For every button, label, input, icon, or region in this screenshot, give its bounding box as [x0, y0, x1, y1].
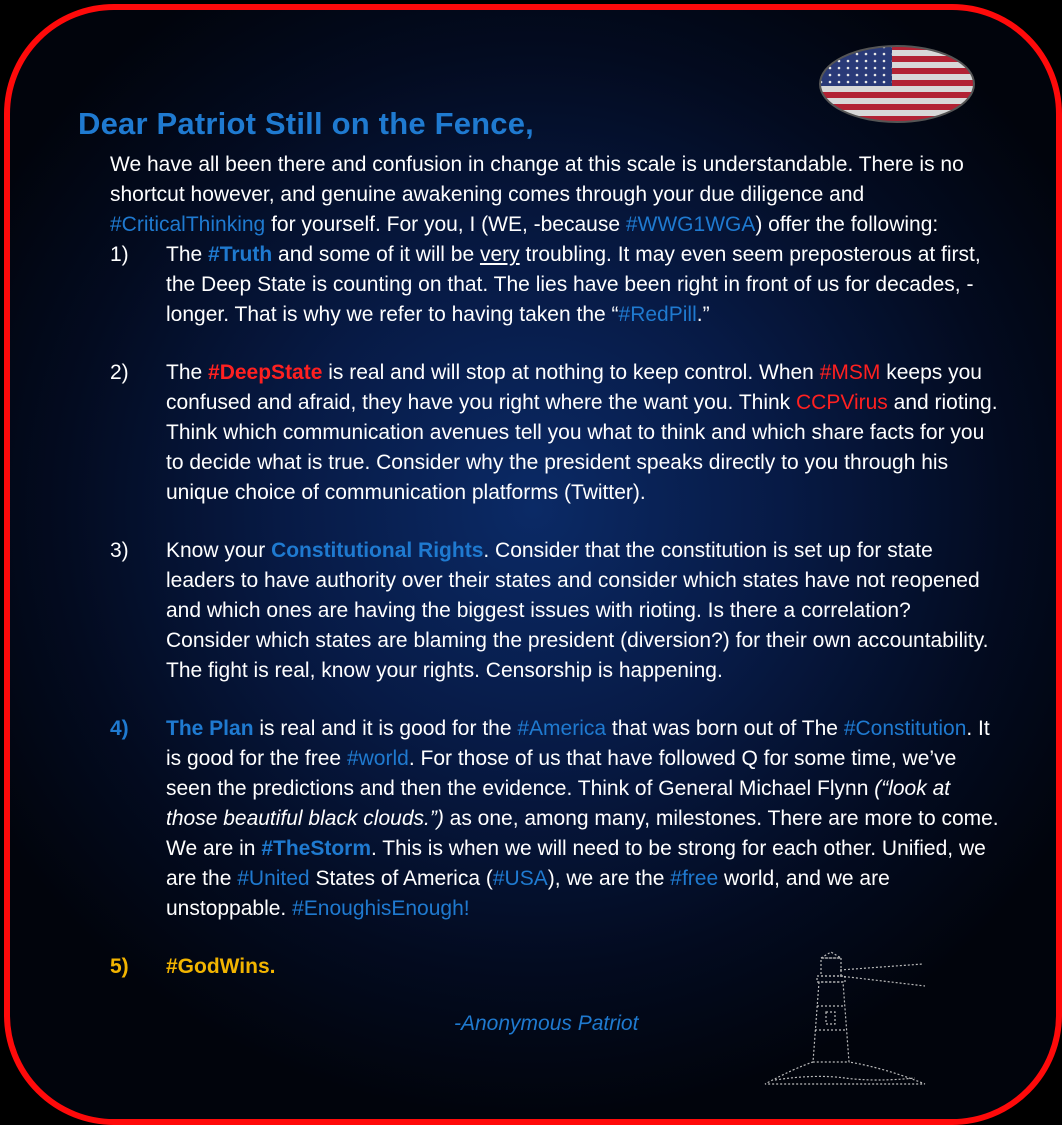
intro-text: We have all been there and confusion in change at this scale is understandable. There is no shortcut however, and genuine awakening comes through your due diligence and [110, 153, 964, 206]
intro-paragraph [110, 150, 1000, 240]
item-number: 5) [110, 955, 129, 978]
hashtag: #TheStorm [261, 837, 372, 860]
hashtag: #world [346, 747, 409, 770]
text: is real and will stop at nothing to keep control. When [322, 361, 820, 384]
item-number: 1) [110, 243, 129, 266]
text: .” [696, 303, 710, 326]
hashtag: #WWG1WGA [625, 213, 756, 236]
hashtag: #Constitution [843, 717, 967, 740]
hashtag: #CriticalThinking [110, 213, 266, 236]
hashtag: #free [670, 867, 719, 890]
hashtag: #USA [492, 867, 548, 890]
hashtag: The Plan [166, 717, 254, 740]
text: . For those of us that have followed Q for some time, we’ve seen the predictions and then the evidence. Think of General Michael Flynn [166, 747, 957, 800]
list-item-2 [110, 358, 1000, 508]
text: and rioting. Think which communication avenues tell you what to think and which share facts for you to decide what is true. Consider why the president speaks directly to you through his unique choice of communication platforms (Twitter). [166, 391, 998, 504]
hashtag: #RedPill [618, 303, 697, 326]
text: ), we are the [547, 867, 671, 890]
hashtag: Constitutional Rights [271, 539, 484, 562]
text: keeps you confused and afraid, they have you right where the want you. Think [166, 361, 982, 414]
text: world, and we are unstoppable. [166, 867, 890, 920]
quote: (“look at those beautiful black clouds.”) [166, 777, 951, 830]
underlined-word: very [479, 243, 520, 266]
text: . This is when we will need to be strong for each other. Unified, we are the [166, 837, 986, 890]
text: States of America ( [309, 867, 493, 890]
hashtag: #EnoughisEnough! [292, 897, 470, 920]
item-number: 3) [110, 539, 129, 562]
text: The [166, 361, 209, 384]
poster-frame [4, 4, 1062, 1125]
item-text [166, 714, 1000, 924]
hashtag: CCPVirus [796, 391, 888, 414]
intro-text: for yourself. For you, I (WE, -because [265, 213, 626, 236]
text: Know your [166, 539, 272, 562]
list-item-3 [110, 536, 1000, 686]
item-text [166, 240, 1000, 330]
hashtag: #United [237, 867, 310, 890]
text: is real and it is good for the [253, 717, 518, 740]
text: that was born out of The [606, 717, 844, 740]
hashtag: #GodWins. [166, 955, 276, 978]
us-flag-icon [818, 44, 976, 124]
hashtag: #Truth [208, 243, 273, 266]
list-item-4 [110, 714, 1000, 924]
text: troubling. It may even seem preposterous at first, the Deep State is counting on that. The lies have been right in front of us for decades, -longer. That is why we refer to having taken the “ [166, 243, 981, 326]
item-text [166, 536, 1000, 686]
hashtag: #America [517, 717, 607, 740]
lighthouse-icon [755, 950, 930, 1092]
item-number: 2) [110, 361, 129, 384]
hashtag: #MSM [819, 361, 881, 384]
signature: -Anonymous Patriot [454, 1012, 639, 1035]
text: . Consider that the constitution is set up for state leaders to have authority over their states and consider which states have not reopened and which ones are having the biggest issues with rioting. Is there a correlation? Consider which states are blaming the president (diversion?) for their own accountability. The fight is real, know your rights. Censorship is happening. [166, 539, 989, 682]
intro-text: ) offer the following: [755, 213, 939, 236]
hashtag: #DeepState [208, 361, 323, 384]
text: . It is good for the free [166, 717, 990, 770]
text: as one, among many, milestones. There are more to come. We are in [166, 807, 999, 860]
text: and some of it will be [272, 243, 480, 266]
page-title: Dear Patriot Still on the Fence, [78, 106, 534, 141]
item-number: 4) [110, 717, 129, 740]
item-text [166, 358, 1000, 508]
text: The [166, 243, 209, 266]
list-item-1 [110, 240, 1000, 330]
